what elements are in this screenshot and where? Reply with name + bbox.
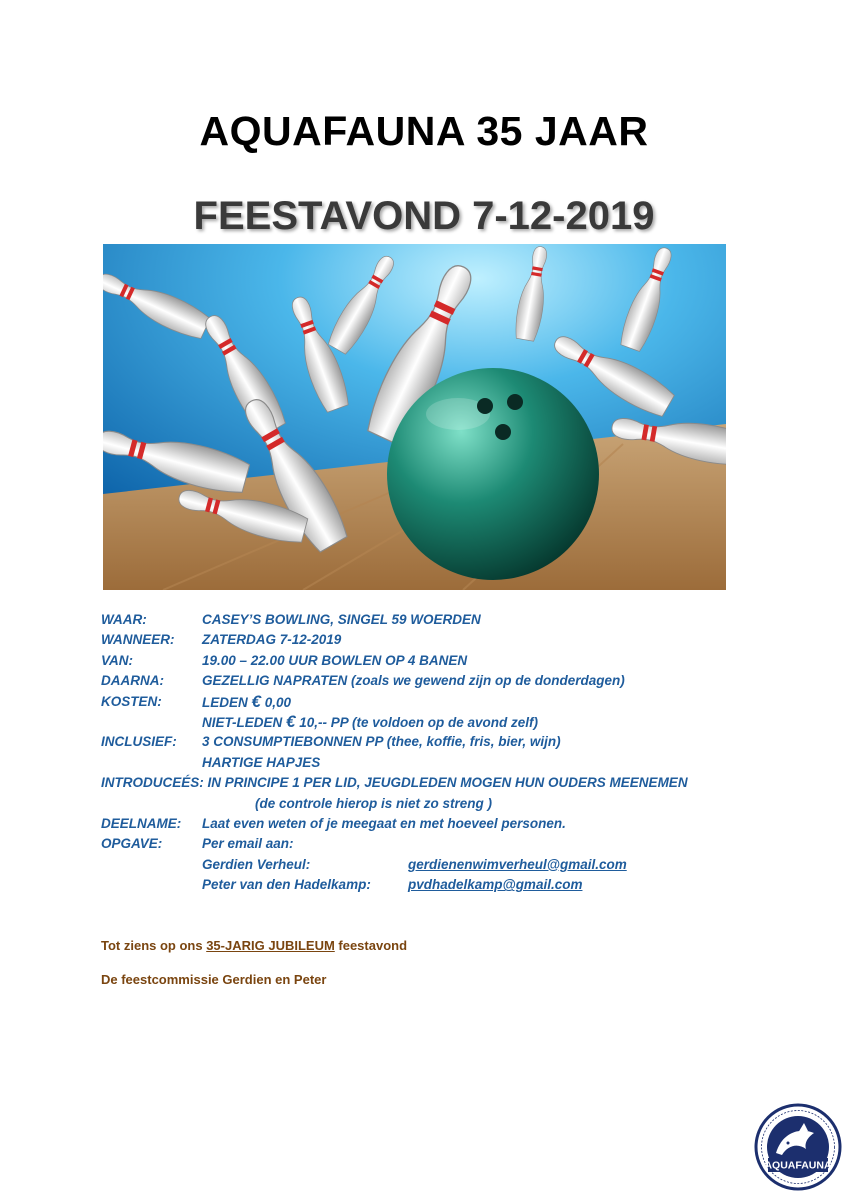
kosten-nietleden-prefix: NIET-LEDEN <box>202 714 287 730</box>
kosten-nietleden-value <box>202 712 538 733</box>
waar-value: CASEY’S BOWLING, SINGEL 59 WOERDEN <box>202 612 481 627</box>
logo-text: AQUAFAUNA <box>764 1159 832 1172</box>
daarna-label: DAARNA: <box>101 673 164 689</box>
aquafauna-seal-logo-icon <box>754 1103 842 1191</box>
euro-sign: € <box>286 711 296 731</box>
contact-2-email-link[interactable]: pvdhadelkamp@gmail.com <box>408 877 583 893</box>
kosten-leden-value <box>202 692 291 713</box>
van-label: VAN: <box>101 652 133 668</box>
kosten-label: KOSTEN: <box>101 693 162 709</box>
contact-1-email-link[interactable]: gerdienenwimverheul@gmail.com <box>408 856 627 872</box>
opgave-label: OPGAVE: <box>101 836 163 852</box>
waar-label: WAAR: <box>101 612 147 627</box>
jubileum-highlight: 35-JARIG JUBILEUM <box>206 938 335 953</box>
closing-prefix: Tot ziens op ons <box>101 938 207 953</box>
event-subtitle: FEESTAVOND 7-12-2019 <box>193 194 655 238</box>
closing-signature: De feestcommissie Gerdien en Peter <box>101 972 327 987</box>
van-value: 19.00 – 22.00 UUR BOWLEN OP 4 BANEN <box>202 652 468 668</box>
daarna-value: GEZELLIG NAPRATEN (zoals we gewend zijn op de donderdagen) <box>202 673 625 689</box>
deelname-label: DEELNAME: <box>101 815 182 831</box>
introducees-line: INTRODUCEÉS: IN PRINCIPE 1 PER LID, JEUGDLEDEN MOGEN HUN OUDERS MEENEMEN <box>101 775 688 791</box>
deelname-value: Laat even weten of je meegaat en met hoeveel personen. <box>202 815 566 831</box>
kosten-leden-prefix: LEDEN <box>202 694 252 710</box>
wanneer-value: ZATERDAG 7-12-2019 <box>202 632 342 648</box>
page-title: AQUAFAUNA 35 JAAR <box>199 108 649 154</box>
euro-sign: € <box>251 691 261 711</box>
closing-suffix: feestavond <box>334 938 408 953</box>
bowling-photo <box>103 244 726 590</box>
introducees-note: (de controle hierop is niet zo streng ) <box>255 795 493 811</box>
inclusief-value-2: HARTIGE HAPJES <box>202 754 321 770</box>
wanneer-label: WANNEER: <box>101 632 175 648</box>
opgave-value: Per email aan: <box>202 836 294 852</box>
inclusief-value-1: 3 CONSUMPTIEBONNEN PP (thee, koffie, fris, bier, wijn) <box>202 734 561 750</box>
contact-1-name: Gerdien Verheul: <box>202 856 311 872</box>
kosten-leden-amount: 0,00 <box>260 694 292 710</box>
closing-line-1 <box>101 938 407 953</box>
contact-2-name: Peter van den Hadelkamp: <box>202 877 371 893</box>
kosten-nietleden-amount: 10,-- PP (te voldoen op de avond zelf) <box>295 714 539 730</box>
inclusief-label: INCLUSIEF: <box>101 734 177 750</box>
